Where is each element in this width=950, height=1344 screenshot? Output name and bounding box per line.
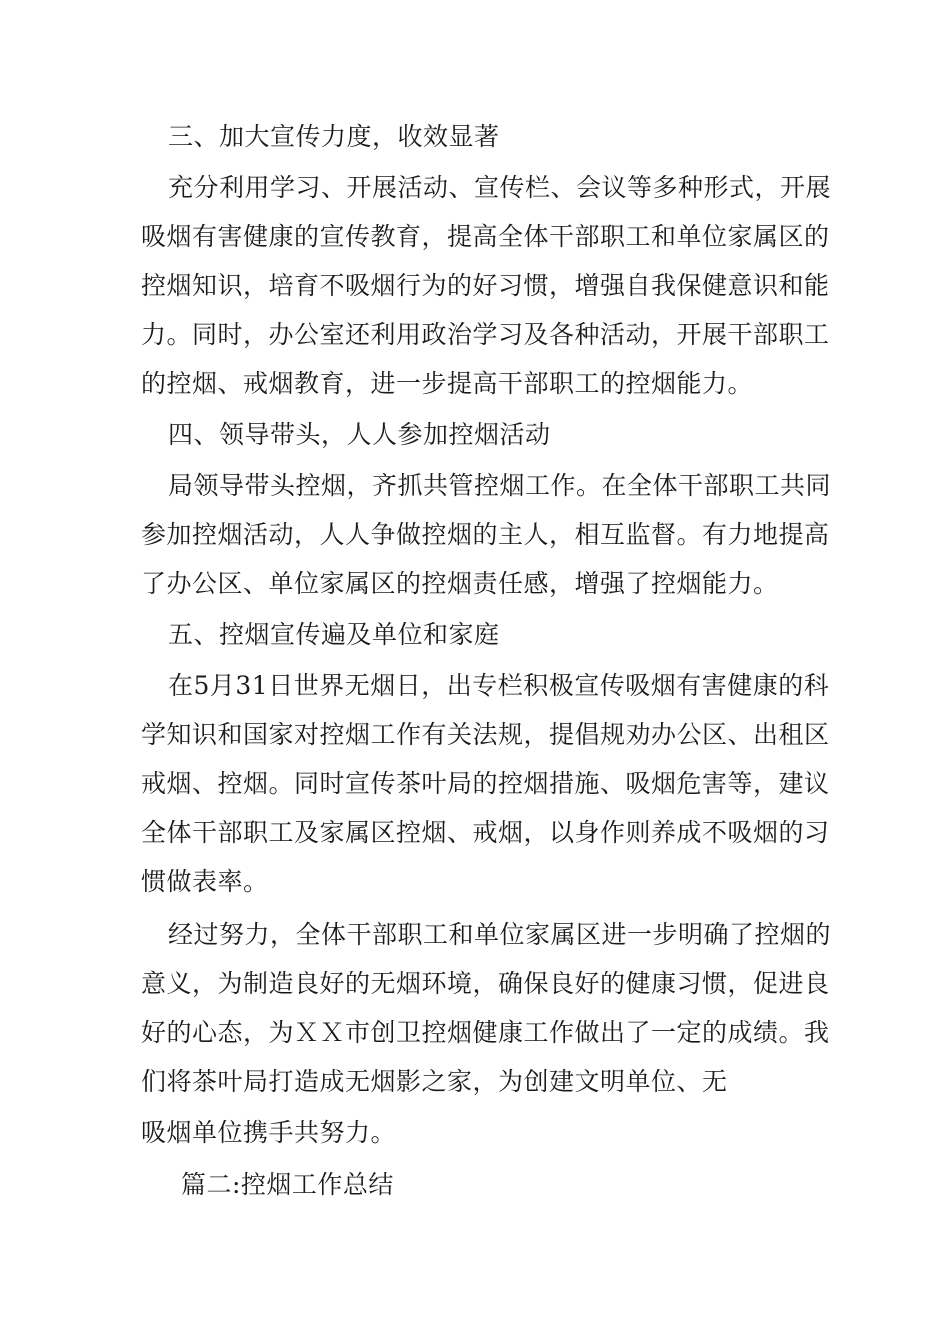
section-3-line-2: 吸烟有害健康的宣传教育，提高全体干部职工和单位家属区的: [141, 222, 830, 251]
conclusion-line-3: 好的心态，为ＸＸ市创卫控烟健康工作做出了一定的成绩。我: [141, 1018, 830, 1047]
section-5-line-5: 惯做表率。: [141, 867, 269, 896]
section-5-line-2: 学知识和国家对控烟工作有关法规，提倡规劝办公区、出租区: [141, 720, 830, 749]
section-5-line-4: 全体干部职工及家属区控烟、戒烟，以身作则养成不吸烟的习: [141, 818, 830, 847]
conclusion-line-5: 吸烟单位携手共努力。: [141, 1118, 397, 1147]
section-5-heading: 五、控烟宣传遍及单位和家庭: [168, 620, 500, 649]
conclusion-line-4: 们将茶叶局打造成无烟影之家，为创建文明单位、无: [141, 1067, 728, 1096]
section-5-line-3: 戒烟、控烟。同时宣传茶叶局的控烟措施、吸烟危害等，建议: [141, 769, 830, 798]
conclusion-line-2: 意义，为制造良好的无烟环境，确保良好的健康习惯，促进良: [141, 969, 830, 998]
section-5-line-1: 在5月31日世界无烟日，出专栏积极宣传吸烟有害健康的科: [168, 671, 830, 700]
section-3-line-4: 力。同时，办公室还利用政治学习及各种活动，开展干部职工: [141, 320, 830, 349]
part-2-heading: 篇二:控烟工作总结: [181, 1170, 394, 1199]
section-3-line-5: 的控烟、戒烟教育，进一步提高干部职工的控烟能力。: [141, 369, 754, 398]
section-4-line-1: 局领导带头控烟，齐抓共管控烟工作。在全体干部职工共同: [168, 471, 832, 500]
section-3-heading: 三、加大宣传力度，收效显著: [168, 122, 500, 151]
section-3-line-1: 充分利用学习、开展活动、宣传栏、会议等多种形式，开展: [168, 173, 832, 202]
section-4-heading: 四、领导带头，人人参加控烟活动: [168, 420, 551, 449]
section-3-line-3: 控烟知识，培育不吸烟行为的好习惯，增强自我保健意识和能: [141, 271, 830, 300]
section-4-line-2: 参加控烟活动，人人争做控烟的主人，相互监督。有力地提高: [141, 520, 830, 549]
conclusion-line-1: 经过努力，全体干部职工和单位家属区进一步明确了控烟的: [168, 920, 832, 949]
section-4-line-3: 了办公区、单位家属区的控烟责任感，增强了控烟能力。: [141, 569, 779, 598]
